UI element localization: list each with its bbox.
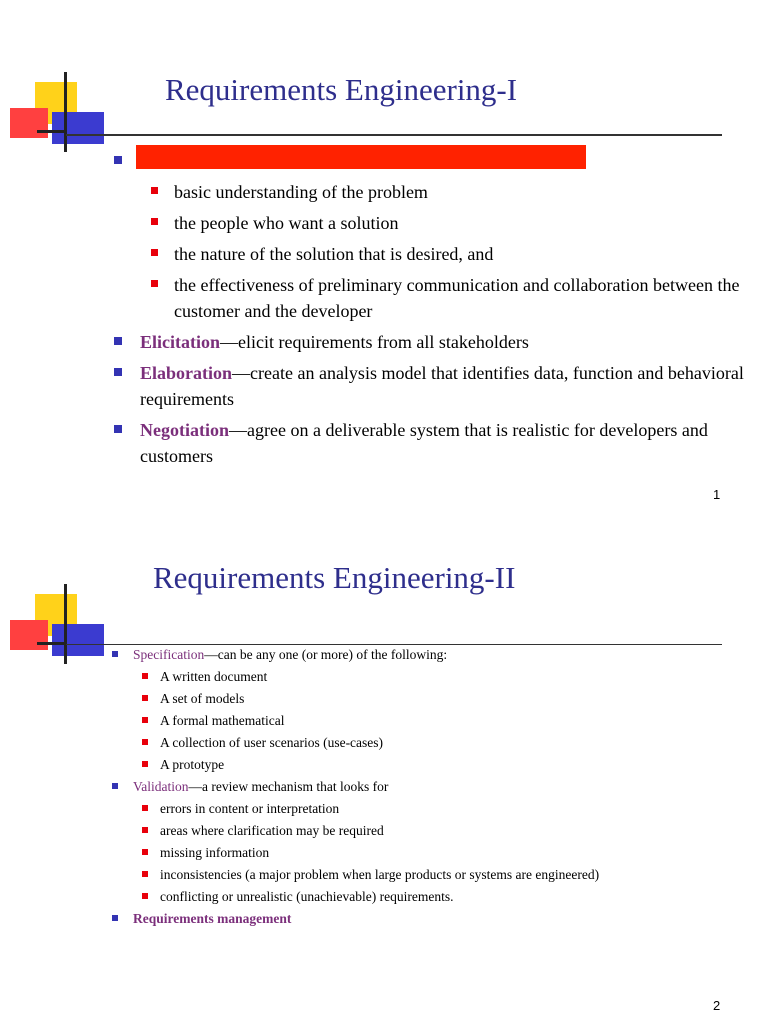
list-item-text: —create an analysis model that identifies data, function and behavioral requirements	[140, 363, 744, 409]
list-item-text: A formal mathematical	[160, 713, 285, 728]
term-elicitation: Elicitation	[140, 332, 220, 352]
list-item-text: A set of models	[160, 691, 245, 706]
bullet-icon	[114, 425, 122, 433]
list-item-text: —agree on a deliverable system that is realistic for developers and customers	[140, 420, 708, 466]
list-item-negotiation	[114, 417, 744, 469]
term-negotiation: Negotiation	[140, 420, 229, 440]
bullet-icon	[142, 871, 148, 877]
list-item-text: inconsistencies (a major problem when large products or systems are engineered)	[160, 867, 600, 882]
list-item-elicitation	[114, 329, 744, 355]
bullet-list	[112, 644, 752, 930]
bullet-icon	[142, 761, 148, 767]
bullet-icon	[151, 249, 158, 256]
list-item	[112, 798, 752, 820]
list-item-specification	[112, 644, 752, 666]
list-item-text: A prototype	[160, 757, 225, 772]
bullet-icon	[142, 673, 148, 679]
term-validation: Validation	[133, 779, 189, 794]
bullet-icon	[112, 651, 118, 657]
list-item-text: —a review mechanism that looks for	[188, 779, 389, 794]
list-item-text: the people who want a solution	[174, 213, 399, 233]
bullet-icon	[142, 827, 148, 833]
list-item	[112, 688, 752, 710]
bullet-icon	[142, 805, 148, 811]
bullet-icon	[151, 280, 158, 287]
bullet-icon	[114, 337, 122, 345]
page-title: Requirements Engineering-II	[153, 560, 516, 595]
list-item-validation	[112, 776, 752, 798]
list-item-text: areas where clarification may be required	[160, 823, 384, 838]
list-item	[112, 842, 752, 864]
list-item	[112, 864, 752, 886]
list-item	[112, 666, 752, 688]
list-item-text: errors in content or interpretation	[160, 801, 340, 816]
decorative-logo	[0, 584, 110, 674]
bullet-icon	[114, 368, 122, 376]
decorative-logo	[0, 72, 110, 162]
bullet-icon	[142, 717, 148, 723]
list-item-text: A collection of user scenarios (use-cases)	[160, 735, 384, 750]
bullet-icon	[142, 695, 148, 701]
bullet-icon	[142, 739, 148, 745]
list-item	[112, 754, 752, 776]
list-item-management	[112, 908, 752, 930]
list-item-elaboration	[114, 360, 744, 412]
list-item	[114, 241, 744, 267]
list-item	[112, 820, 752, 842]
list-item-text: —elicit requirements from all stakeholders	[220, 332, 529, 352]
list-item-text: conflicting or unrealistic (unachievable) requirements.	[160, 889, 454, 904]
bullet-icon	[151, 218, 158, 225]
page-number: 1	[713, 487, 721, 502]
list-item	[114, 272, 744, 324]
redaction-bar	[136, 145, 586, 169]
list-item-text: the nature of the solution that is desired, and	[174, 244, 494, 264]
list-item-text: missing information	[160, 845, 270, 860]
term-specification: Specification	[133, 647, 205, 662]
bullet-icon	[112, 915, 118, 921]
list-item	[112, 732, 752, 754]
bullet-icon	[151, 187, 158, 194]
list-item-text: A written document	[160, 669, 268, 684]
list-item	[114, 210, 744, 236]
title-divider	[66, 134, 722, 136]
page-number: 2	[713, 998, 721, 1013]
term-elaboration: Elaboration	[140, 363, 233, 383]
bullet-icon	[112, 783, 118, 789]
bullet-icon	[142, 893, 148, 899]
list-item	[114, 179, 744, 205]
list-item	[112, 710, 752, 732]
term-management: Requirements management	[133, 911, 292, 926]
list-item-text: —can be any one (or more) of the following:	[204, 647, 448, 662]
page-title: Requirements Engineering-I	[165, 72, 518, 107]
list-item	[112, 886, 752, 908]
bullet-icon	[114, 156, 122, 164]
list-item-text: the effectiveness of preliminary communication and collaboration between the customer and the developer	[174, 275, 740, 321]
bullet-list	[114, 148, 744, 474]
bullet-icon	[142, 849, 148, 855]
list-item-text: basic understanding of the problem	[174, 182, 428, 202]
